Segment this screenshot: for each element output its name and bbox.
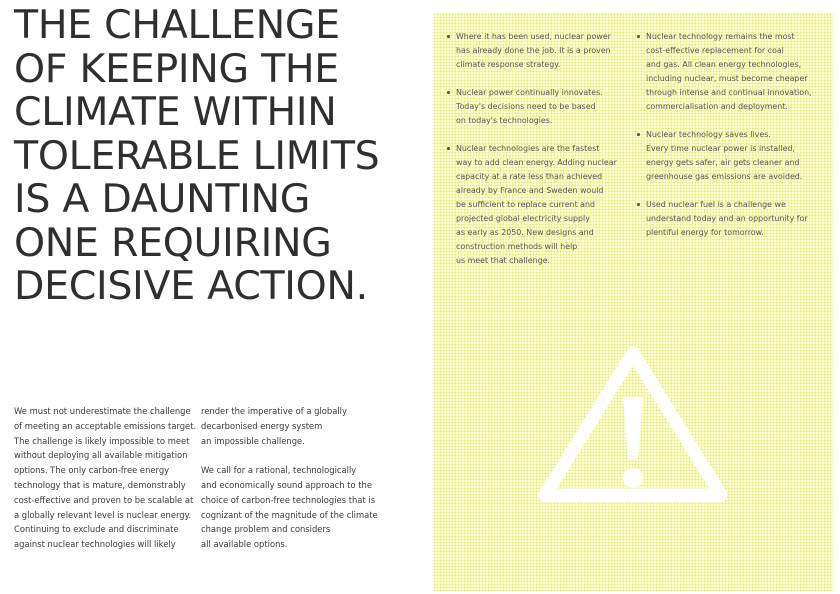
bullet-item [447,30,619,72]
bullet-item [637,198,817,240]
body-column-2 [201,404,381,552]
paragraph-gap [201,448,381,463]
body-line: Continuing to exclude and discriminate [14,524,179,535]
headline-line: DECISIVE ACTION. [14,263,368,309]
bullet-line: us meet that challenge. [456,256,550,265]
bullet-item [447,86,619,128]
body-line: We must not underestimate the challenge [14,406,191,416]
body-line: and economically sound approach to the [201,479,372,490]
headline-line: IS A DAUNTING [14,176,311,222]
body-line: without deploying all available mitigation [14,450,188,461]
bullet-line: cost-effective replacement for coal [646,46,784,55]
bullet-line: including nuclear, must become cheaper [646,74,808,83]
bullet-item [637,128,817,184]
headline-line: ONE REQUIRING [14,219,332,266]
body-column-1 [14,404,197,552]
bullet-line: greenhouse gas emissions are avoided. [646,172,803,181]
body-line: render the imperative of a globally [201,406,347,416]
body-line: decarbonised energy system [201,420,323,431]
body-line: The challenge is likely impossible to meet [14,435,190,446]
bullet-line: commercialisation and deployment. [646,102,788,111]
headline-line: CLIMATE WITHIN [14,89,337,135]
bullet-line: Nuclear technologies are the fastest [456,144,600,153]
bullet-list-left [447,30,619,282]
bullet-line: and gas. All clean energy technologies, [646,60,802,69]
bullet-line: Used nuclear fuel is a challenge we [646,200,786,209]
bullet-line: already by France and Sweden would [456,186,604,195]
bullet-line: energy gets safer, air gets cleaner and [646,158,800,167]
bullet-line: understand today and an opportunity for [646,214,808,223]
bullet-line: through intense and continual innovation, [646,88,812,97]
body-line: cost-effective and proven to be scalable at [14,494,194,505]
body-line: an impossible challenge. [201,435,305,446]
body-line: We call for a rational, technologically [201,465,357,476]
body-line: technology that is mature, demonstrably [14,479,186,490]
headline-line: THE CHALLENGE [14,2,340,48]
bullet-line: climate response strategy. [456,60,561,69]
bullet-item [637,30,817,114]
headline-line: OF KEEPING THE [14,45,339,92]
bullet-line: Where it has been used, nuclear power [456,32,611,41]
headline-line: TOLERABLE LIMITS [14,132,380,179]
bullet-line: on today's technologies. [456,116,553,125]
body-line: a globally relevant level is nuclear energy. [14,509,192,520]
bullet-line: Nuclear power continually innovates. [456,88,603,97]
bullet-line: Today's decisions need to be based [456,102,596,111]
body-line: change problem and considers [201,524,331,535]
bullet-line: Nuclear technology saves lives. [646,130,771,139]
bullet-line: has already done the job. It is a proven [456,46,611,55]
bullet-line: Every time nuclear power is installed, [646,144,795,153]
body-line: all available options. [201,539,288,550]
body-line: choice of carbon-free technologies that is [201,494,376,505]
bullet-line: be sufficient to replace current and [456,200,596,209]
bullet-line: Nuclear technology remains the most [646,32,795,41]
bullet-line: projected global electricity supply [456,214,590,223]
bullet-line: capacity at a rate less than achieved [456,172,603,181]
body-line: cognizant of the magnitude of the climate [201,509,378,520]
bullet-line: as early as 2050. New designs and [456,228,594,237]
bullet-item [447,142,619,268]
body-line: options. The only carbon-free energy [14,465,170,476]
bullet-list-right [637,30,817,254]
bullet-line: construction methods will help [456,242,578,251]
body-line: against nuclear technologies will likely [14,539,176,550]
bullet-line: way to add clean energy. Adding nuclear [456,158,617,167]
bullet-line: plentiful energy for tomorrow. [646,228,764,237]
body-line: of meeting an acceptable emissions target. [14,420,197,431]
warning-triangle-icon [533,337,733,507]
headline [14,4,414,309]
